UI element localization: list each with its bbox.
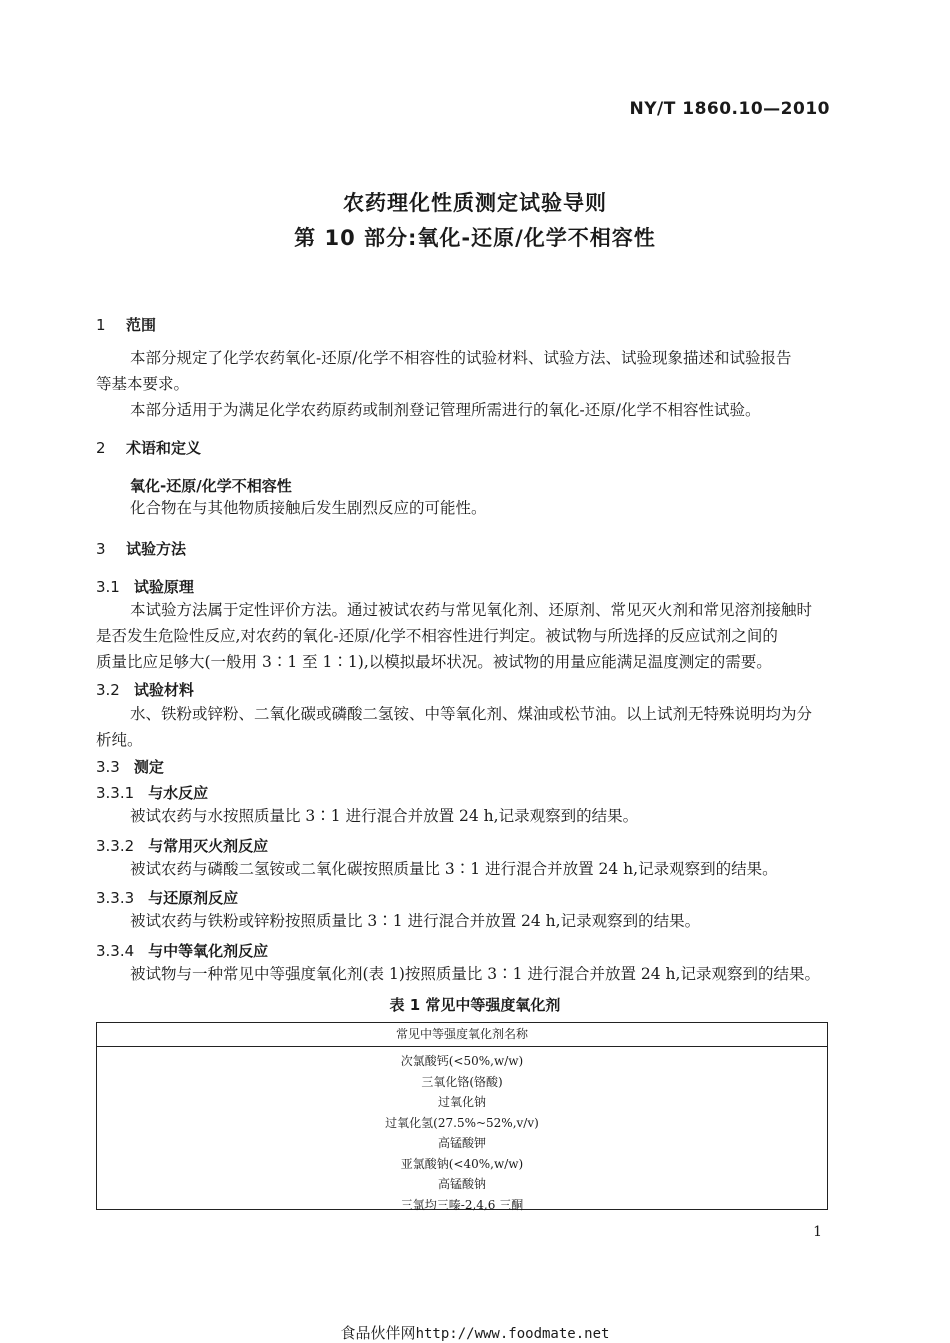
section-2-heading	[96, 437, 201, 458]
definition: 化合物在与其他物质接触后发生剧烈反应的可能性。	[130, 499, 487, 517]
title-line-1: 农药理化性质测定试验导则	[343, 191, 607, 215]
subsection-3-3-4-heading	[96, 940, 268, 961]
table-row: 三氧化铬(铬酸)	[421, 1074, 503, 1089]
footer-url[interactable]: http://www.foodmate.net	[415, 1326, 610, 1342]
oxidizer-table	[96, 1022, 828, 1210]
subsection-title: 与还原剂反应	[148, 889, 239, 907]
subsection-title: 与中等氧化剂反应	[148, 942, 269, 960]
subsection-3-3-2-heading	[96, 835, 268, 856]
subsection-number: 3.3	[96, 758, 120, 776]
section-3-heading	[96, 538, 186, 559]
section-title: 范围	[126, 316, 157, 334]
subsection-number: 3.3.2	[96, 837, 135, 855]
table-header: 常见中等强度氧化剂名称	[97, 1023, 827, 1047]
paragraph: 质量比应足够大(一般用 3∶1 至 1∶1),以模拟最坏状况。被试物的用量应能满足温度测定的需要。	[96, 653, 772, 671]
subsection-number: 3.3.1	[96, 784, 135, 802]
paragraph: 本试验方法属于定性评价方法。通过被试农药与常见氧化剂、还原剂、常见灭火剂和常见溶剂接触时	[130, 601, 813, 619]
section-title: 术语和定义	[126, 439, 202, 457]
paragraph: 本部分规定了化学农药氧化-还原/化学不相容性的试验材料、试验方法、试验现象描述和试验报告	[130, 349, 792, 367]
section-number: 2	[96, 439, 106, 457]
table-row: 高锰酸钾	[437, 1136, 486, 1150]
subsection-title: 试验原理	[133, 578, 194, 596]
subsection-3-3-1-heading	[96, 782, 208, 803]
subsection-title: 与水反应	[148, 784, 209, 802]
footer-site-name: 食品伙伴网	[340, 1324, 416, 1342]
subsection-3-3-heading	[96, 756, 164, 777]
subsection-number: 3.3.4	[96, 942, 135, 960]
table-caption: 表 1 常见中等强度氧化剂	[389, 996, 561, 1014]
section-1-heading	[96, 314, 156, 335]
subsection-number: 3.2	[96, 681, 120, 699]
paragraph: 水、铁粉或锌粉、二氧化碳或磷酸二氢铵、中等氧化剂、煤油或松节油。以上试剂无特殊说明均为分	[130, 705, 813, 723]
table-row: 过氧化氢(27.5%~52%,v/v)	[385, 1115, 539, 1130]
page-number: 1	[813, 1224, 822, 1240]
subsection-title: 测定	[133, 758, 164, 776]
subsection-number: 3.1	[96, 578, 120, 596]
section-number: 3	[96, 540, 106, 558]
paragraph: 被试农药与铁粉或锌粉按照质量比 3∶1 进行混合并放置 24 h,记录观察到的结果。	[130, 912, 701, 930]
standard-number: NY/T 1860.10—2010	[629, 99, 830, 119]
paragraph: 等基本要求。	[96, 375, 190, 393]
title-line-2: 第 10 部分:氧化-还原/化学不相容性	[294, 226, 656, 250]
paragraph: 被试物与一种常见中等强度氧化剂(表 1)按照质量比 3∶1 进行混合并放置 24 h,记录观察到的结果。	[130, 965, 820, 983]
subsection-number: 3.3.3	[96, 889, 135, 907]
table-row: 三氯均三嗪-2,4,6 三酮	[400, 1197, 524, 1212]
term: 氧化-还原/化学不相容性	[130, 477, 292, 495]
paragraph: 析纯。	[96, 731, 143, 749]
section-number: 1	[96, 316, 106, 334]
paragraph: 被试农药与水按照质量比 3∶1 进行混合并放置 24 h,记录观察到的结果。	[130, 807, 639, 825]
paragraph: 本部分适用于为满足化学农药原药或制剂登记管理所需进行的氧化-还原/化学不相容性试验。	[130, 401, 761, 419]
footer	[0, 1322, 950, 1343]
paragraph: 被试农药与磷酸二氢铵或二氧化碳按照质量比 3∶1 进行混合并放置 24 h,记录观察到的结果。	[130, 860, 778, 878]
table-row: 次氯酸钙(<50%,w/w)	[400, 1054, 524, 1068]
subsection-3-3-3-heading	[96, 887, 238, 908]
table-row: 高锰酸钠	[437, 1177, 486, 1191]
subsection-3-1-heading	[96, 576, 194, 597]
section-title: 试验方法	[126, 540, 187, 558]
table-row: 过氧化钠	[437, 1095, 486, 1109]
subsection-title: 试验材料	[133, 681, 194, 699]
subsection-title: 与常用灭火剂反应	[148, 837, 269, 855]
subsection-3-2-heading	[96, 679, 194, 700]
paragraph: 是否发生危险性反应,对农药的氧化-还原/化学不相容性进行判定。被试物与所选择的反应试剂之间的	[96, 627, 778, 645]
table-row: 亚氯酸钠(<40%,w/w)	[400, 1156, 524, 1171]
